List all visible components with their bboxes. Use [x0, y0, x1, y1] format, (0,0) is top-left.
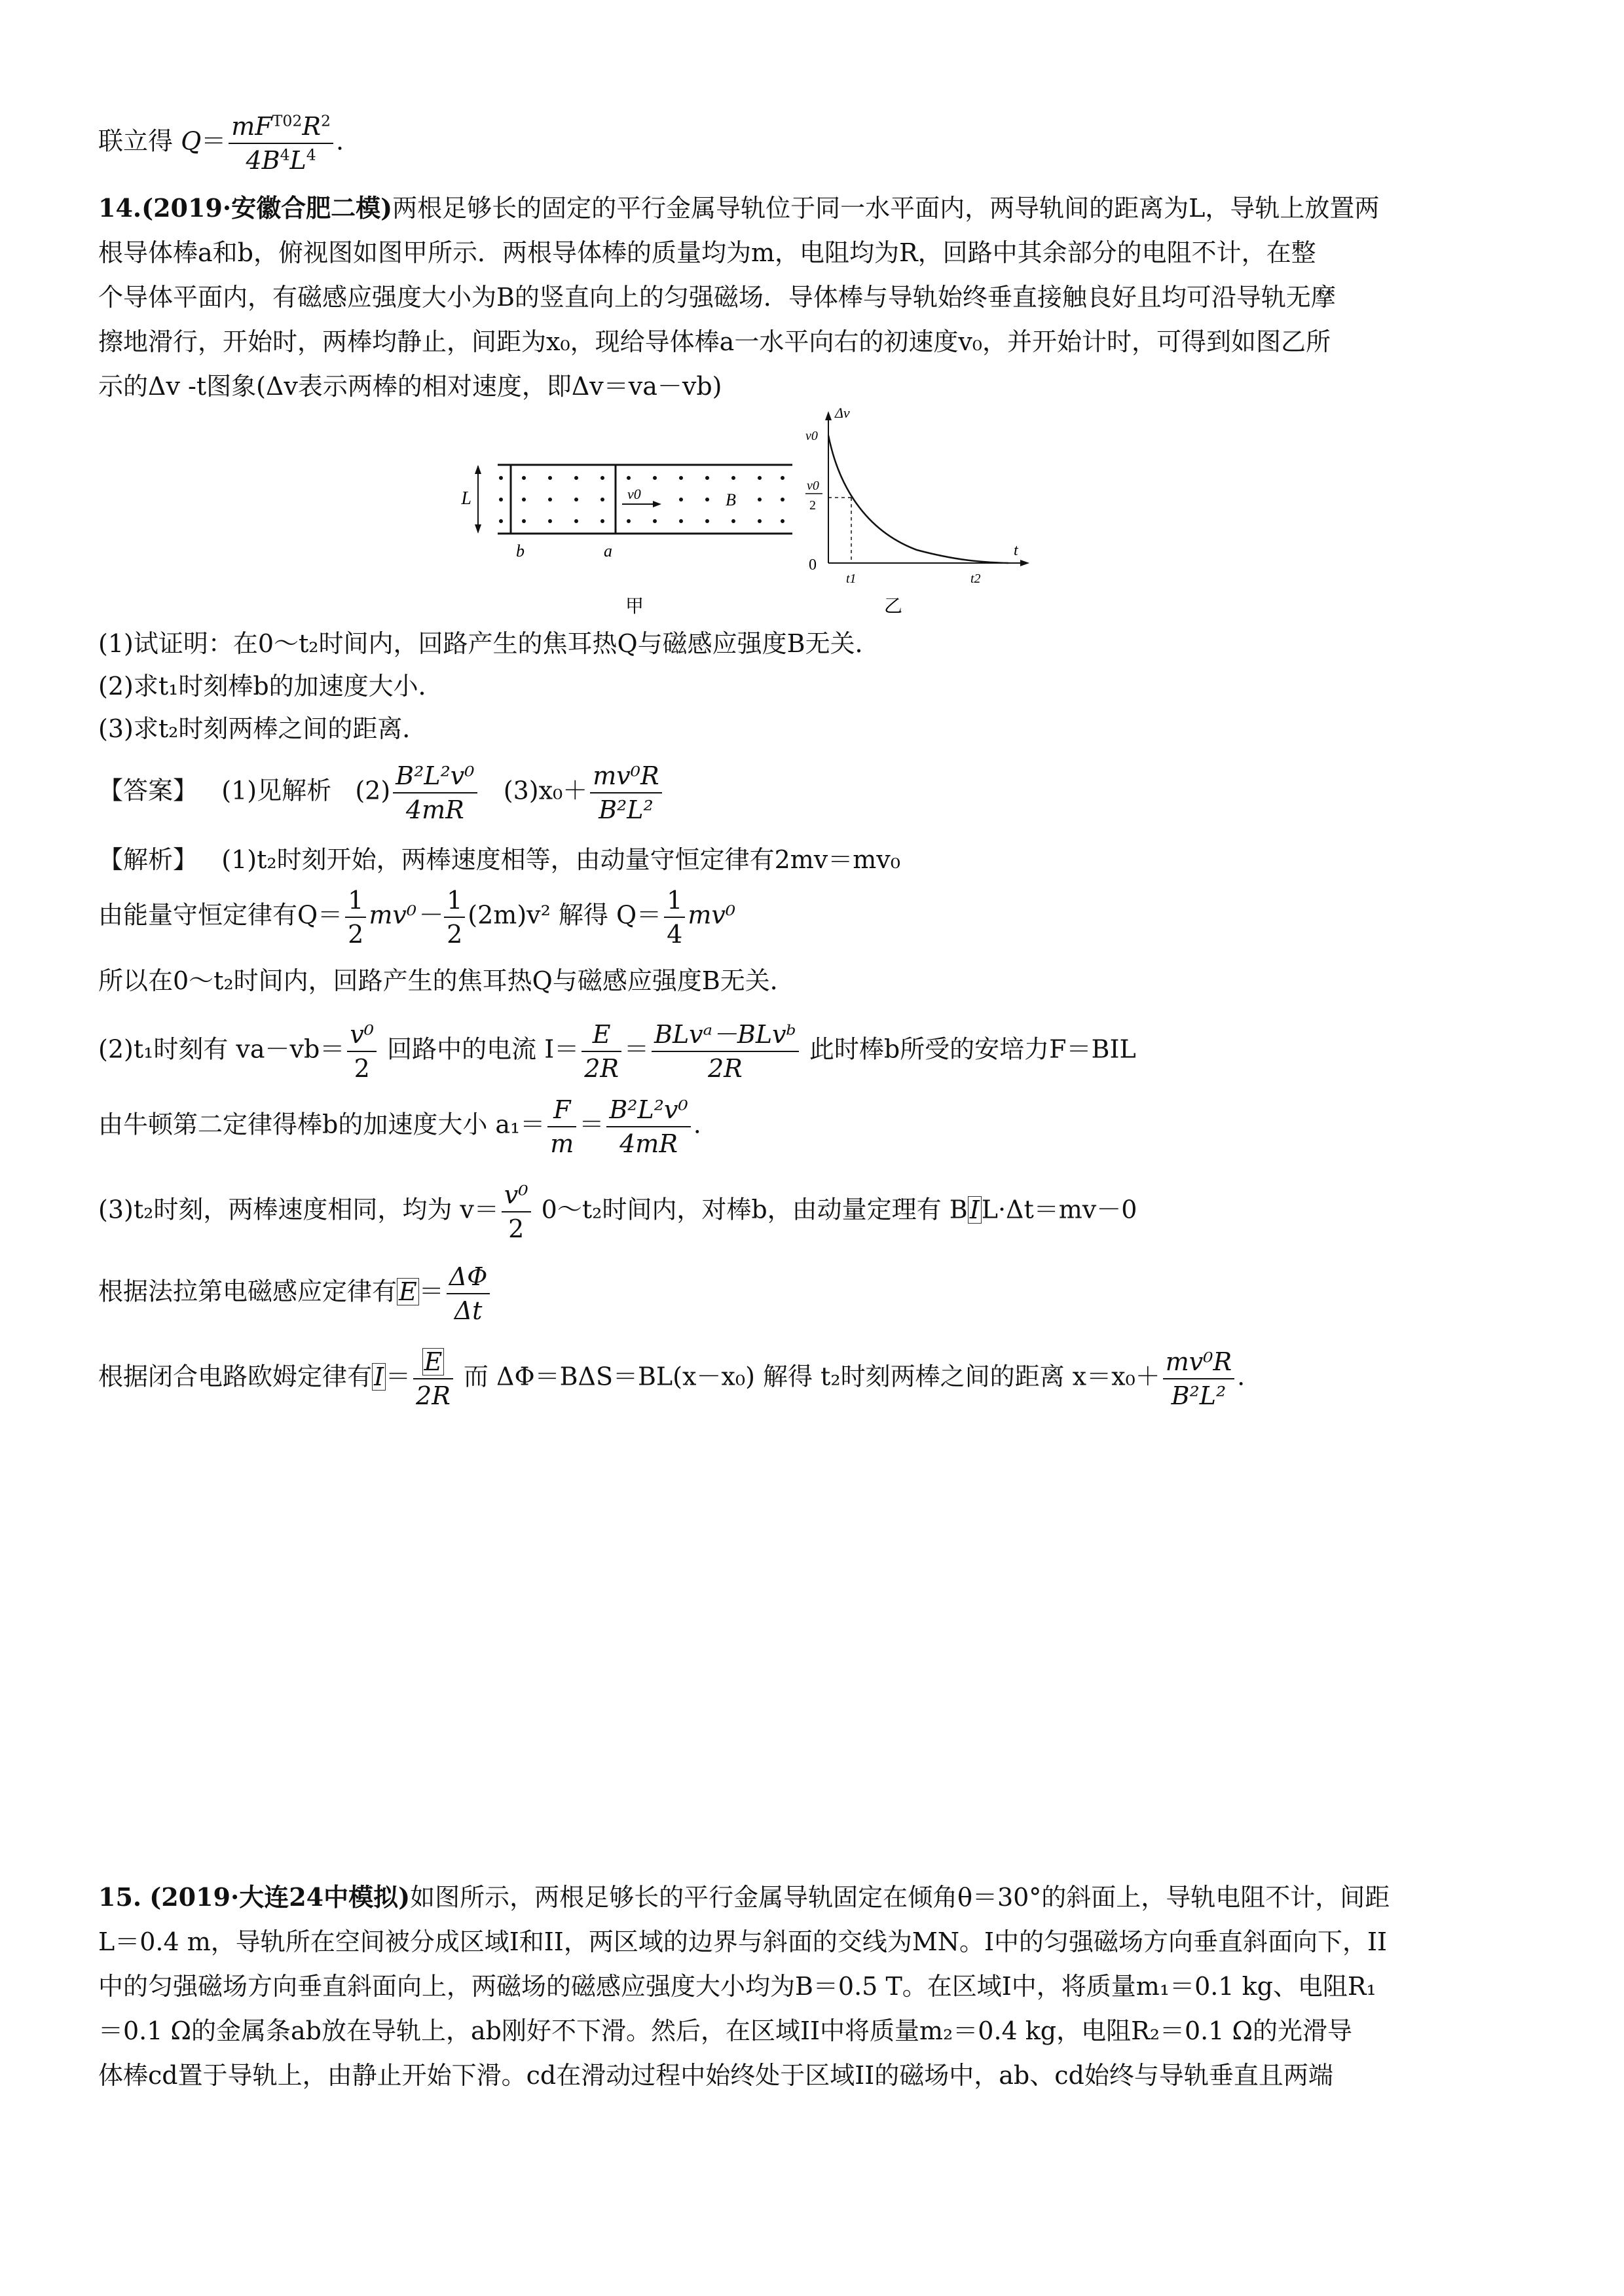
- text: (3)t₂时刻，两棒速度相同，均为 v＝: [98, 1195, 499, 1224]
- label-L: L: [461, 488, 471, 509]
- q14-sub3: (3)求t₂时刻两棒之间的距离．: [98, 714, 428, 743]
- frac-num: mv⁰R: [590, 759, 661, 793]
- num-sup: T02: [272, 111, 303, 130]
- frac-accel: [606, 1093, 690, 1160]
- boxed-I: I: [372, 1363, 386, 1391]
- frac-num: mv⁰R: [1163, 1345, 1234, 1379]
- frac-den: 2: [348, 920, 364, 949]
- frac-E-2R: [581, 1018, 621, 1085]
- frac-num: v⁰: [502, 1178, 531, 1212]
- frac-num: ΔΦ: [447, 1260, 490, 1294]
- text: ＝: [624, 1034, 650, 1064]
- text: mv⁰－: [369, 900, 442, 930]
- frac-F-m: [547, 1093, 576, 1160]
- answer-tag: 【答案】: [98, 776, 198, 805]
- frac-den: 2R: [416, 1381, 451, 1410]
- q15-source: (2019·大连24中模拟): [149, 1882, 411, 1912]
- frac-num: B²L²v⁰: [606, 1093, 690, 1127]
- tick-v0-half-num: v0: [807, 479, 819, 493]
- text: 由能量守恒定律有Q＝: [98, 900, 343, 930]
- frac-den: Δt: [454, 1296, 483, 1325]
- frac-v-half: [502, 1178, 531, 1245]
- axis-y-label: Δv: [835, 406, 850, 421]
- label-v0: v0: [627, 486, 641, 502]
- analysis-l1: (1)t₂时刻开始，两棒速度相等，由动量守恒定律有2mv＝mv₀: [221, 845, 901, 874]
- frac-den: 4mR: [619, 1129, 678, 1158]
- den-L: L: [289, 146, 306, 175]
- frac-num: E: [581, 1018, 621, 1052]
- text: (2m)v² 解得 Q＝: [468, 900, 662, 930]
- text: 根据闭合电路欧姆定律有: [98, 1362, 373, 1391]
- tick-v0-half-den: 2: [809, 498, 816, 513]
- text: 回路中的电流 I＝: [379, 1034, 580, 1064]
- q15-line-5: 体棒cd置于导轨上，由静止开始下滑。cd在滑动过程中始终处于区域II的磁场中，ab、cd始终与导轨垂直且两端: [98, 2061, 1333, 2090]
- q14-line-5: 示的Δv -t图象(Δv表示两棒的相对速度，即Δv＝va－vb): [98, 372, 722, 401]
- text: mv⁰: [688, 900, 736, 930]
- period: .: [335, 126, 344, 156]
- den-sup2: 4: [306, 145, 316, 164]
- label-b: b: [516, 541, 525, 560]
- q15-line-4: ＝0.1 Ω的金属条ab放在导轨上，ab刚好不下滑。然后，在区域II中将质量m₂＝0.4 kg，电阻R₂＝0.1 Ω的光滑导: [98, 2016, 1352, 2045]
- q14-line-1: [98, 190, 1379, 227]
- analysis-line-5: [98, 1093, 701, 1160]
- frac-den: 2: [354, 1054, 370, 1083]
- analysis-line-4: [98, 1018, 1136, 1085]
- frac-dphi-dt: [447, 1260, 490, 1327]
- answer-part1: (1)见解析: [221, 776, 332, 805]
- q14-sub1: (1)试证明：在0～t₂时间内，回路产生的焦耳热Q与磁感应强度B无关．: [98, 629, 880, 658]
- text: L·Δt＝mv－0: [981, 1195, 1137, 1224]
- frac-den: 4mR: [405, 795, 464, 824]
- num-R-sup: 2: [320, 111, 331, 130]
- analysis-line-6: [98, 1178, 1137, 1245]
- tick-t1: t1: [846, 572, 857, 586]
- label-yi: 乙: [884, 596, 903, 617]
- figure-yi: [805, 406, 1029, 617]
- q14-line-4: 擦地滑行，开始时，两棒均静止，间距为x₀，现给导体棒a一水平向右的初速度v₀，并开始计时，可得到如图乙所: [98, 327, 1331, 356]
- label-B: B: [726, 490, 736, 509]
- q14-sub2: (2)求t₁时刻棒b的加速度大小．: [98, 672, 443, 701]
- frac-num: F: [547, 1093, 576, 1127]
- text: 而 ΔΦ＝BΔS＝BL(x－x₀) 解得 t₂时刻两棒之间的距离 x＝x₀＋: [455, 1362, 1160, 1391]
- q15-number: 15.: [98, 1882, 142, 1912]
- label-jia: 甲: [625, 596, 644, 617]
- tick-t2: t2: [970, 572, 981, 586]
- figure-jia: [460, 465, 792, 617]
- frac-den: 2: [447, 920, 463, 949]
- frac-num: B²L²v⁰: [393, 759, 477, 793]
- frac-num: 1: [345, 884, 366, 918]
- text: .: [693, 1110, 701, 1139]
- den-sup1: 4: [280, 145, 290, 164]
- fraction-heat: [229, 110, 333, 177]
- axis-x-label: t: [1014, 542, 1018, 559]
- q15-line-1: [98, 1879, 1390, 1916]
- answer-part2-lead: (2): [355, 776, 391, 805]
- text: 根据法拉第电磁感应定律有: [98, 1277, 397, 1306]
- frac-num: 1: [444, 884, 465, 918]
- frac-den: B²L²: [599, 795, 654, 824]
- frac-v0-half: [347, 1018, 377, 1085]
- q15-line-3: 中的匀强磁场方向垂直斜面向上，两磁场的磁感应强度大小均为B＝0.5 T。在区域I中，将质量m₁＝0.1 kg、电阻R₁: [98, 1972, 1376, 2001]
- analysis-tag: 【解析】: [98, 845, 198, 874]
- frac-den: m: [550, 1129, 574, 1158]
- num-R: R: [302, 112, 321, 141]
- text: ＝: [418, 1277, 444, 1306]
- text: ＝: [386, 1362, 411, 1391]
- q15-text: 如图所示，两根足够长的平行金属导轨固定在倾角θ＝30°的斜面上，导轨电阻不计，间距: [410, 1883, 1390, 1912]
- text: 此时棒b所受的安培力F＝BIL: [801, 1034, 1136, 1064]
- frac-E-2R: [413, 1345, 453, 1412]
- decay-curve: [828, 435, 1008, 563]
- text: ＝: [579, 1110, 604, 1139]
- num-text: mF: [231, 112, 272, 141]
- frac-den: 2R: [584, 1054, 619, 1083]
- boxed-E: E: [397, 1278, 419, 1305]
- frac-num: BLvᵃ－BLvᵇ: [652, 1018, 799, 1052]
- frac-den: 2R: [707, 1054, 743, 1083]
- den-B: 4B: [246, 146, 280, 175]
- boxed-E: E: [422, 1348, 445, 1376]
- answer-line: [98, 759, 665, 826]
- analysis-line-8: [98, 1345, 1245, 1412]
- frac-half-2: [444, 884, 465, 951]
- answer-part3-lead: (3)x₀＋: [503, 776, 588, 805]
- frac-half: [345, 884, 366, 951]
- q14-source: (2019·安徽合肥二模): [141, 193, 393, 223]
- text: 0～t₂时间内，对棒b，由动量定理有 B: [533, 1195, 968, 1224]
- q14-text: 两根足够长的固定的平行金属导轨位于同一水平面内，两导轨间的距离为L，导轨上放置两: [392, 194, 1380, 223]
- text: .: [1237, 1362, 1246, 1391]
- frac-num: 1: [664, 884, 685, 918]
- answer-part2-frac: [393, 759, 477, 826]
- frac-den: 2: [508, 1214, 525, 1243]
- boxed-I: I: [968, 1196, 982, 1224]
- formula-line-1: [98, 110, 344, 177]
- q14-figure: [458, 406, 1048, 622]
- analysis-line-2: [98, 884, 735, 951]
- answer-part3-frac: [590, 759, 661, 826]
- q15-line-2: L＝0.4 m，导轨所在空间被分成区域I和II，两区域的边界与斜面的交线为MN。I中的匀强磁场方向垂直斜面向下，II: [98, 1927, 1388, 1956]
- tick-v0: v0: [805, 429, 818, 443]
- q14-line-3: 个导体平面内，有磁感应强度大小为B的竖直向上的匀强磁场．导体棒与导轨始终垂直接触良好且均可沿导轨无摩: [98, 283, 1336, 312]
- frac-den: B²L²: [1171, 1381, 1227, 1410]
- text: (2)t₁时刻有 va－vb＝: [98, 1034, 345, 1064]
- frac-current: [652, 1018, 799, 1085]
- field-dots: [499, 476, 784, 523]
- eq-sign: ＝: [201, 126, 227, 156]
- frac-num: [413, 1345, 453, 1379]
- text-lead: 联立得: [98, 126, 181, 156]
- var-Q: Q: [181, 126, 202, 156]
- analysis-line-3: 所以在0～t₂时间内，回路产生的焦耳热Q与磁感应强度B无关．: [98, 966, 795, 995]
- origin-label: 0: [809, 556, 817, 574]
- frac-quarter: [664, 884, 685, 951]
- frac-distance: [1163, 1345, 1234, 1412]
- q14-number: 14.: [98, 193, 142, 223]
- analysis-line-1: [98, 841, 900, 878]
- text: 由牛顿第二定律得棒b的加速度大小 a₁＝: [98, 1110, 545, 1139]
- q14-line-2: 根导体棒a和b，俯视图如图甲所示．两根导体棒的质量均为m，电阻均为R，回路中其余部分的电阻不计，在整: [98, 238, 1316, 267]
- frac-den: 4: [667, 920, 683, 949]
- analysis-line-7: [98, 1260, 492, 1327]
- frac-num: v⁰: [347, 1018, 377, 1052]
- label-a: a: [604, 541, 612, 560]
